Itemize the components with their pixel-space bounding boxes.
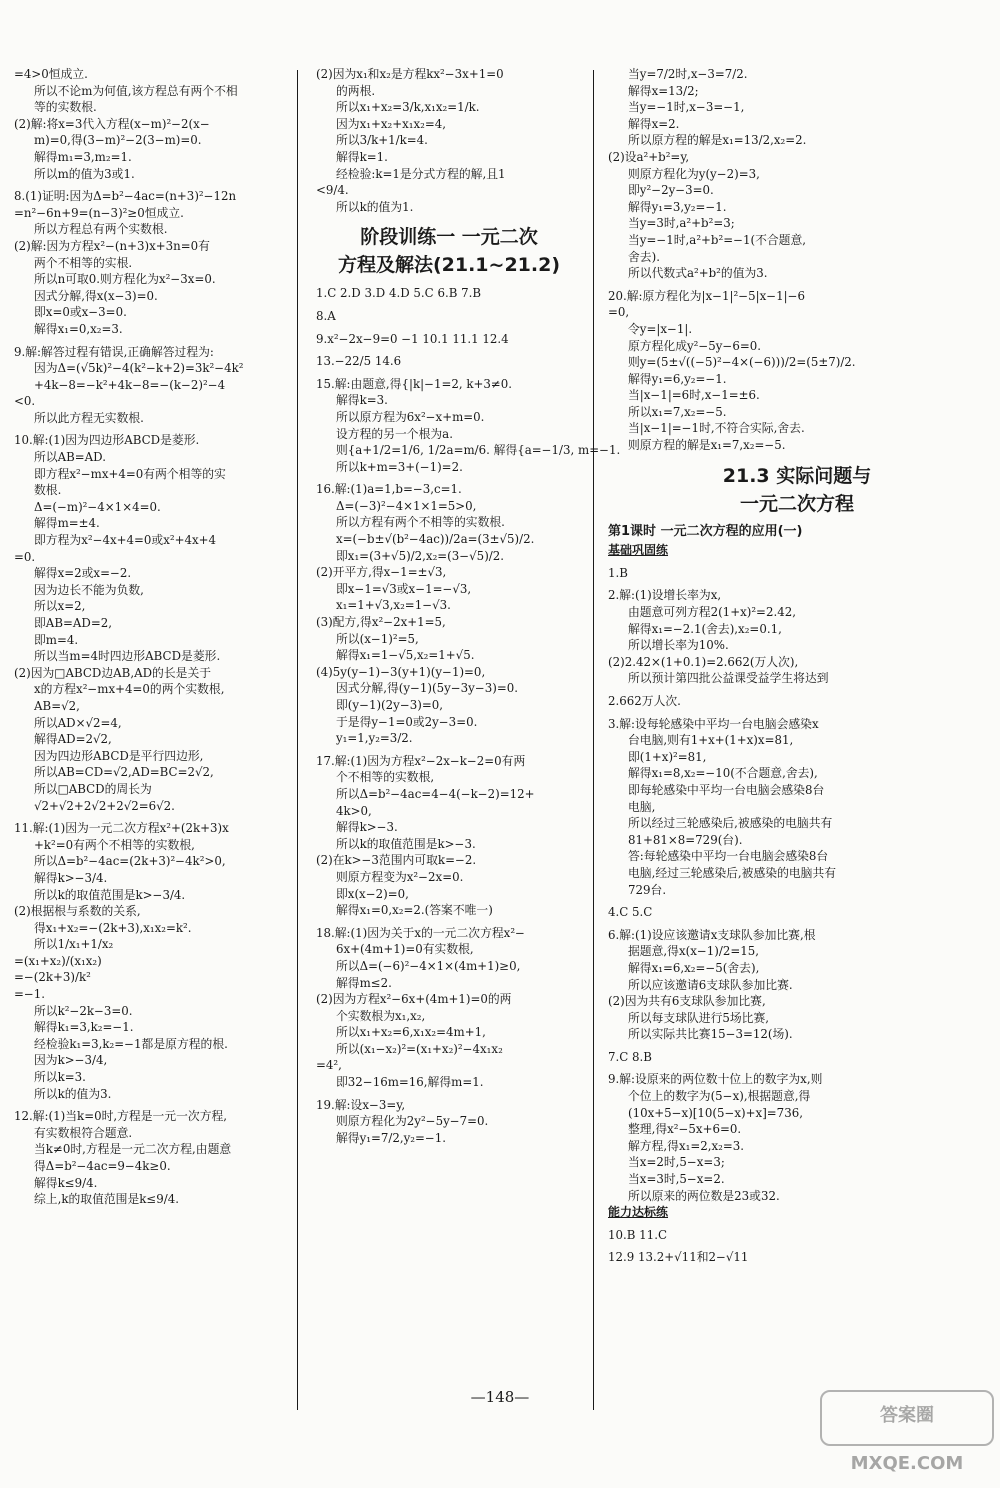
answer-line: 解得y₁=7/2,y₂=−1. [336,1130,447,1145]
answer-line: 个实数根为x₁,x₂, [336,1008,426,1023]
answer-line: +4k−8=−k²+4k−8=−(k−2)²−4 [34,377,226,392]
answer-line: 有实数根符合题意. [34,1125,133,1140]
answer-line: 因为Δ=(√5k)²−4(k²−k+2)=3k²−4k² [34,361,244,376]
answer-line: (2)根据根与系数的关系, [14,904,141,919]
answer-line: 当y=−1时,a²+b²=−1(不合题意, [628,232,807,247]
answer-line: 即AB=AD=2, [34,616,112,630]
answer-line: 即x(x−2)=0, [336,886,409,901]
answer-line: 因为边长不能为负数, [34,582,144,597]
answer-line: y₁=1,y₂=3/2. [336,731,413,746]
answer-line: 解得k≤9/4. [34,1175,98,1190]
answer-line: 电脑, [628,799,656,814]
answer-line: 当y=7/2时,x−3=7/2. [628,67,748,81]
answer-line: 所以预计第四批公益课受益学生将达到 [628,671,829,686]
answer-line: 所以每支球队进行5场比赛, [628,1010,770,1025]
answer-line: 9.x²−2x−9=0 −1 10.1 11.1 12.4 [316,331,509,346]
answer-line: (10x+5−x)[10(5−x)+x]=736, [628,1105,803,1120]
answer-line: 解得x₁=1−√5,x₂=1+√5. [336,648,475,663]
answer-line: 所以k的取值范围是k>−3/4. [34,887,186,902]
answer-line: 9.解:设原来的两位数十位上的数字为x,则 [608,1072,823,1087]
answer-line: (2)因为x₁和x₂是方程kx²−3x+1=0 [316,67,504,81]
page-number: —148— [470,1388,530,1406]
answer-line: 所以AB=CD=√2,AD=BC=2√2, [34,765,214,780]
answer-line: 17.解:(1)因为方程x²−2x−k−2=0有两 [316,753,526,768]
answer-line: 则y=(5±√((−5)²−4×(−6)))/2=(5±7)/2. [628,355,856,370]
answer-line: 即32−16m=16,解得m=1. [336,1075,484,1090]
answer-line: 4k>0, [336,803,372,818]
answer-line: 解得x₁=8,x₂=−10(不合题意,舍去), [628,766,818,781]
answer-line: =(x₁+x₂)/(x₁x₂) [14,953,102,968]
answer-line: 即方程x²−mx+4=0有两个相等的实 [34,466,226,481]
answer-line: 所以3/k+1/k=4. [336,133,428,148]
answer-line: 即x−1=√3或x−1=−√3, [336,581,472,596]
answer-line: <0. [14,394,36,409]
answer-line: 当k≠0时,方程是一元二次方程,由题意 [34,1142,232,1157]
answer-line: Δ=(−3)²−4×1×1=5>0, [336,498,477,513]
answer-line: 解得k>−3/4. [34,870,108,885]
answer-line: 则原方程化为y(y−2)=3, [628,166,760,181]
answer-line: 则原方程化为2y²−5y−7=0. [336,1114,489,1129]
answer-line: 1.C 2.D 3.D 4.D 5.C 6.B 7.B [316,286,482,301]
answer-line: x₁=1+√3,x₂=1−√3. [336,598,451,613]
answer-line: x的方程x²−mx+4=0的两个实数根, [34,682,225,697]
answer-line: 即每轮感染中平均一台电脑会感染8台 [628,782,825,797]
answer-line: =−1. [14,987,46,1002]
answer-line: 因式分解,得(y−1)(5y−3y−3)=0. [336,681,518,696]
answer-line: x=(−b±√(b²−4ac))/2a=(3±√5)/2. [336,532,535,547]
answer-line: 解得x=13/2; [628,83,699,98]
column-divider-left [297,70,298,1410]
answer-line: 则{a+1/2=1/6, 1/2a=m/6. 解得{a=−1/3, m=−1. [336,443,621,458]
answer-line: (2)在k>−3范围内可取k=−2. [316,853,477,868]
section-heading-stage-training: 阶段训练一 一元二次 方程及解法(21.1~21.2) [337,226,561,277]
answer-line: 所以k的值为1. [336,199,414,214]
answer-line: 13.−22/5 14.6 [316,354,402,369]
answer-line: 数根. [34,483,62,498]
answer-line: Δ=(−m)²−4×1×4=0. [34,499,161,514]
answer-line: (2)因为□ABCD边AB,AD的长是关于 [14,665,212,680]
answer-line: 解得k₁=3,k₂=−1. [34,1020,134,1035]
answer-line: 当|x−1|=6时,x−1=±6. [628,388,760,403]
answer-line: 所以原方程的解是x₁=13/2,x₂=2. [628,133,807,148]
answer-column-3 [608,66,986,1266]
answer-line: 即方程为x²−4x+4=0或x²+4x+4 [34,533,217,548]
answer-line: 等的实数根. [34,100,97,115]
answer-line: 解得x₁=6,x₂=−5(舍去), [628,960,760,975]
answer-line: 得Δ=b²−4ac=9−4k≥0. [34,1159,171,1173]
answer-line: =−(2k+3)/k² [14,970,91,985]
answer-line: 所以(x₁−x₂)²=(x₁+x₂)²−4x₁x₂ [336,1041,503,1056]
section-heading-21-3: 21.3 实际问题与 一元二次方程 [722,464,872,515]
answer-line: 解得x₁=0,x₂=2.(答案不唯一) [336,903,493,918]
answer-line: 9.解:解答过程有错误,正确解答过程为: [14,344,214,359]
answer-line: 即x₁=(3+√5)/2,x₂=(3−√5)/2. [336,548,505,563]
answer-line: 所以经过三轮感染后,被感染的电脑共有 [628,816,833,831]
answer-line: (2)解:将x=3代入方程(x−m)²−2(x− [14,116,210,131]
answer-line: 8.(1)证明:因为Δ=b²−4ac=(n+3)²−12n [14,189,237,204]
answer-line: (2)2.42×(1+0.1)=2.662(万人次), [608,654,799,669]
answer-line: 个不相等的实数根, [336,770,435,785]
answer-line: 19.解:设x−3=y, [316,1097,406,1112]
answer-line: 所以不论m为何值,该方程总有两个不相 [34,83,238,98]
answer-line: =4>0恒成立. [14,67,88,81]
watermark-logo: 答案圈 MXQE.COM [820,1390,994,1446]
answer-line: 解得k=1. [336,149,388,164]
answer-line: 令y=|x−1|. [628,321,693,336]
answer-line: 所以代数式a²+b²的值为3. [628,266,768,281]
answer-line: 解得m=±4. [34,516,100,531]
answer-line: 的两根. [336,83,376,98]
answer-line: 据题意,得x(x−1)/2=15, [628,944,759,959]
answer-line: 18.解:(1)因为关于x的一元二次方程x²− [316,925,525,940]
answer-line: 解得x₁=0,x₂=3. [34,321,123,336]
answer-line: =0. [14,549,36,564]
answer-line: 解得y₁=3,y₂=−1. [628,199,727,214]
answer-line: 答:每轮感染中平均一台电脑会感染8台 [628,849,829,864]
answer-line: 所以Δ=b²−4ac=4−4(−k−2)=12+ [336,786,535,801]
answer-line: 个位上的数字为(5−x),根据题意,得 [628,1089,811,1104]
answer-line: (2)解:因为方程x²−(n+3)x+3n=0有 [14,238,210,253]
answer-line: (3)配方,得x²−2x+1=5, [316,615,446,630]
answer-line: 综上,k的取值范围是k≤9/4. [34,1192,180,1207]
answer-line: 1.B [608,565,628,580]
answer-line: 经检验:k=1是分式方程的解,且1 [336,166,506,181]
lesson-title: 第1课时 一元二次方程的应用(一) [608,523,803,539]
answer-column-2 [316,66,621,1146]
answer-line: 6x+(4m+1)=0有实数根, [336,942,474,957]
answer-line: 当y=−1时,x−3=−1, [628,100,745,115]
answer-line: √2+√2+2√2+2√2=6√2. [34,798,175,813]
answer-line: 所以□ABCD的周长为 [34,781,152,796]
answer-line: 解得x₁=−2.1(舍去),x₂=0.1, [628,621,782,636]
answer-line: 经检验k₁=3,k₂=−1都是原方程的根. [34,1036,228,1051]
answer-line: 解得k>−3. [336,820,398,835]
answer-line: 所以k²−2k−3=0. [34,1003,133,1018]
answer-line: 当|x−1|=−1时,不符合实际,舍去. [628,421,805,436]
answer-line: 7.C 8.B [608,1049,652,1064]
answer-line: 所以k+m=3+(−1)=2. [336,459,463,474]
answer-line: 16.解:(1)a=1,b=−3,c=1. [316,482,462,497]
answer-line: 因式分解,得x(x−3)=0. [34,288,158,303]
answer-line: 4.C 5.C [608,905,653,920]
answer-line: 所以AD×√2=4, [34,715,122,730]
answer-line: +k²=0有两个不相等的实数根, [34,837,195,852]
answer-line: 所以x=2, [34,599,86,614]
answer-line: AB=√2, [34,698,80,713]
answer-line: 设方程的另一个根为a. [336,426,453,441]
answer-line: 解得m≤2. [336,975,392,990]
answer-line: 整理,得x²−5x+6=0. [628,1122,742,1137]
answer-line: 所以方程有两个不相等的实数根. [336,515,505,530]
answer-line: 两个不相等的实根. [34,255,133,270]
answer-line: 解得AD=2√2, [34,732,112,747]
answer-line: 由题意可列方程2(1+x)²=2.42, [628,605,796,620]
answer-line: 所以x₁=7,x₂=−5. [628,404,727,419]
answer-line: 2.解:(1)设增长率为x, [608,588,722,603]
answer-line: 所以k的取值范围是k>−3. [336,836,476,851]
answer-line: 所以AB=AD. [34,450,106,465]
answer-line: 所以x₁+x₂=6,x₁x₂=4m+1, [336,1025,486,1040]
answer-line: 因为x₁+x₂+x₁x₂=4, [336,116,447,131]
answer-line: 即(1+x)²=81, [628,749,707,764]
answer-line: 所以1/x₁+1/x₂ [34,937,114,952]
answer-line: 12.解:(1)当k=0时,方程是一元一次方程, [14,1109,228,1124]
answer-line: 所以Δ=(−6)²−4×1×(4m+1)≥0, [336,958,521,973]
answer-line: 6.解:(1)设应该邀请x支球队参加比赛,根 [608,927,816,942]
answer-line: 11.解:(1)因为一元二次方程x²+(2k+3)x [14,821,229,836]
answer-line: 所以当m=4时四边形ABCD是菱形. [34,649,221,664]
answer-line: 所以增长率为10%. [628,638,729,653]
column-divider-right [593,70,594,1410]
answer-line: m)=0,得(3−m)²−2(3−m)=0. [34,133,202,148]
answer-line: 所以实际共比赛15−3=12(场). [628,1027,793,1042]
answer-line: =0, [608,305,630,320]
answer-line: 原方程化成y²−5y−6=0. [628,338,761,353]
answer-line: 20.解:原方程化为|x−1|²−5|x−1|−6 [608,288,806,303]
answer-line: 10.B 11.C [608,1227,667,1242]
answer-line: 解得y₁=6,y₂=−1. [628,371,727,386]
answer-line: 即m=4. [34,632,79,647]
answer-line: 所以原来的两位数是23或32. [628,1188,780,1203]
answer-line: 当x=2时,5−x=3; [628,1155,725,1170]
answer-line: 8.A [316,308,336,323]
answer-line: (2)因为共有6支球队参加比赛, [608,994,766,1009]
answer-line: 12.9 13.2+√11和2−√11 [608,1250,749,1265]
answer-line: 解得m₁=3,m₂=1. [34,149,132,164]
answer-line: (4)5y(y−1)−3(y+1)(y−1)=0, [316,664,486,679]
answer-line: 所以Δ=b²−4ac=(2k+3)²−4k²>0, [34,854,226,869]
answer-line: 所以(x−1)²=5, [336,631,419,646]
answer-line: 81+81×8=729(台). [628,832,743,847]
answer-line: 因为四边形ABCD是平行四边形, [34,748,204,763]
answer-line: =n²−6n+9=(n−3)²≥0恒成立. [14,205,184,220]
answer-line: 729台. [628,882,667,897]
answer-line: 所以m的值为3或1. [34,166,135,181]
answer-line: <9/4. [316,183,349,198]
answer-line: 所以n可取0.则方程化为x²−3x=0. [34,272,216,287]
answer-line: 2.662万人次. [608,694,681,708]
answer-line: 所以k的值为3. [34,1086,112,1101]
subheading-basic-practice: 基础巩固练 [608,543,669,558]
answer-line: (2)因为方程x²−6x+(4m+1)=0的两 [316,992,512,1007]
answer-line: =4², [316,1058,342,1073]
answer-line: (2)开平方,得x−1=±√3, [316,565,447,580]
answer-line: 解得k=3. [336,393,388,408]
answer-line: 舍去). [628,249,660,264]
answer-line: 于是得y−1=0或2y−3=0. [336,714,478,729]
answer-line: (2)设a²+b²=y, [608,149,690,164]
answer-line: 当x=3时,5−x=2. [628,1172,725,1187]
subheading-ability-practice: 能力达标练 [608,1205,669,1220]
answer-line: 解得x=2. [628,116,680,131]
answer-line: 10.解:(1)因为四边形ABCD是菱形. [14,433,200,448]
answer-line: 所以k=3. [34,1070,86,1085]
answer-line: 台电脑,则有1+x+(1+x)x=81, [628,733,794,748]
answer-line: 则原方程的解是x₁=7,x₂=−5. [628,438,786,453]
answer-line: 所以x₁+x₂=3/k,x₁x₂=1/k. [336,100,480,115]
answer-line: 15.解:由题意,得{|k|−1=2, k+3≠0. [316,376,513,391]
answer-line: 因为k>−3/4, [34,1053,108,1068]
answer-line: 所以此方程无实数根. [34,410,144,425]
answer-line: 所以应该邀请6支球队参加比赛. [628,977,793,992]
answer-line: 解方程,得x₁=2,x₂=3. [628,1138,744,1153]
answer-line: 3.解:设每轮感染中平均一台电脑会感染x [608,716,819,731]
answer-line: 即y²−2y−3=0. [628,183,714,198]
answer-line: 电脑,经过三轮感染后,被感染的电脑共有 [628,865,837,880]
answer-column-1 [14,66,286,1208]
answer-line: 即x=0或x−3=0. [34,305,127,320]
answer-line: 则原方程变为x²−2x=0. [336,869,464,884]
answer-line: 所以原方程为6x²−x+m=0. [336,409,485,424]
answer-line: 所以方程总有两个实数根. [34,222,168,237]
answer-line: 即(y−1)(2y−3)=0, [336,698,443,712]
answer-line: 得x₁+x₂=−(2k+3),x₁x₂=k². [34,920,192,935]
answer-line: 解得x=2或x=−2. [34,566,132,581]
answer-line: 当y=3时,a²+b²=3; [628,216,735,231]
